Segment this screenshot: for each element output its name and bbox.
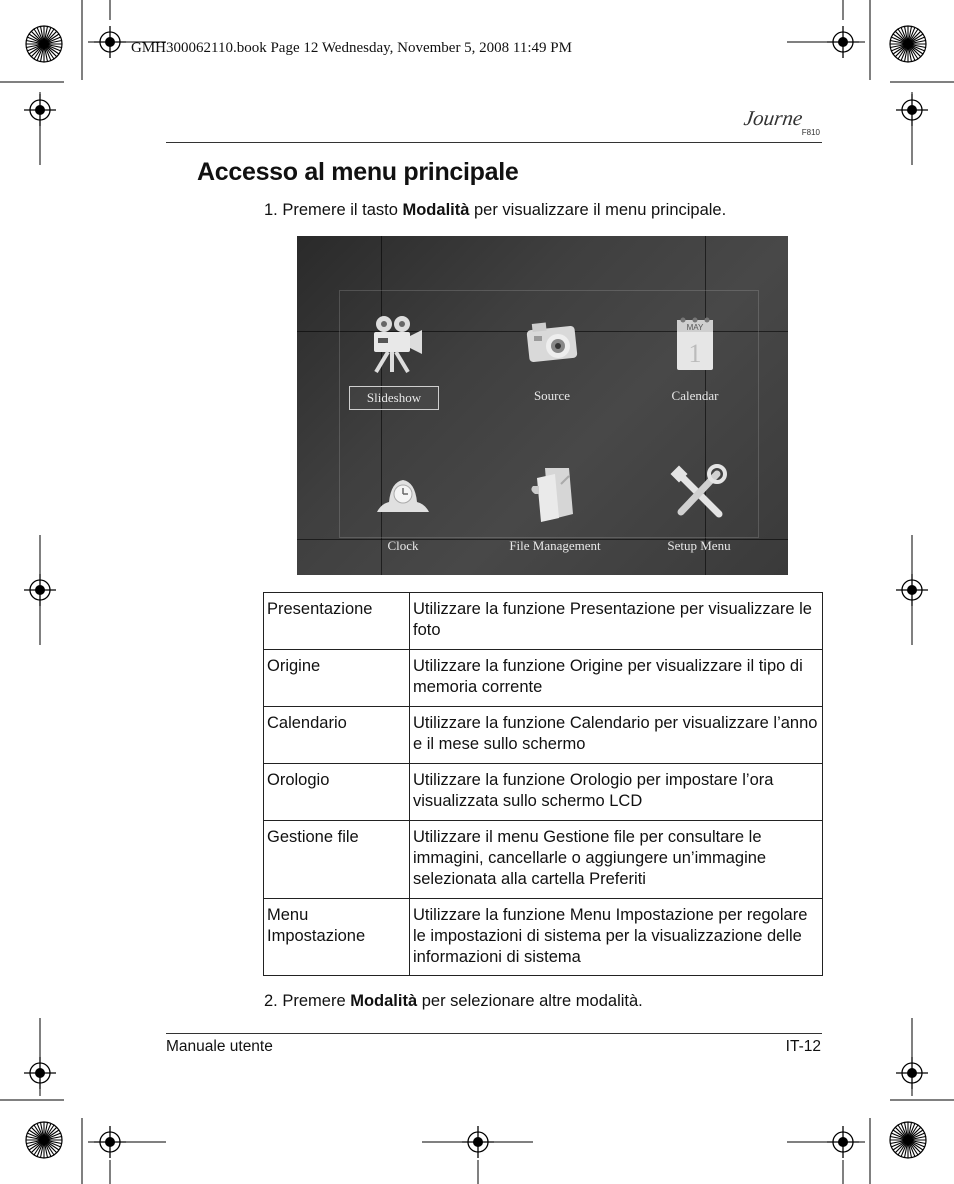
menu-item-slideshow[interactable] bbox=[324, 314, 464, 410]
function-name: Orologio bbox=[264, 764, 410, 821]
function-description: Utilizzare la funzione Presentazione per visualizzare le foto bbox=[410, 593, 823, 650]
step-number: 1. bbox=[264, 201, 278, 219]
brand-model: F810 bbox=[801, 128, 820, 137]
camera-icon bbox=[522, 314, 582, 374]
function-description: Utilizzare la funzione Calendario per visualizzare l’anno e il mese sullo schermo bbox=[410, 707, 823, 764]
menu-item-label: Calendar bbox=[671, 388, 719, 403]
page-number: IT-12 bbox=[785, 1038, 821, 1055]
step-text: Premere Modalità per selezionare altre modalità. bbox=[282, 992, 643, 1010]
function-description: Utilizzare la funzione Origine per visualizzare il tipo di memoria corrente bbox=[410, 650, 823, 707]
main-menu-screenshot bbox=[297, 236, 788, 575]
table-row bbox=[264, 593, 823, 650]
menu-item-label: Clock bbox=[387, 538, 419, 553]
menu-item-setup-menu[interactable] bbox=[629, 464, 769, 556]
function-name: Gestione file bbox=[264, 821, 410, 899]
menu-item-label: Slideshow bbox=[349, 386, 439, 410]
folder-icon bbox=[525, 464, 585, 524]
function-description: Utilizzare la funzione Orologio per impostare l’ora visualizzata sullo schermo LCD bbox=[410, 764, 823, 821]
clock-icon bbox=[373, 464, 433, 524]
header-rule bbox=[166, 142, 822, 143]
menu-item-clock[interactable] bbox=[333, 464, 473, 556]
svg-text:MAY: MAY bbox=[686, 323, 704, 332]
function-table bbox=[263, 592, 823, 976]
page-title: Accesso al menu principale bbox=[197, 158, 519, 186]
function-name: Calendario bbox=[264, 707, 410, 764]
footer-left: Manuale utente bbox=[166, 1038, 273, 1055]
function-name: Origine bbox=[264, 650, 410, 707]
brand-logo-text: Journe bbox=[742, 106, 805, 130]
function-description: Utilizzare il menu Gestione file per consultare le immagini, cancellarle o aggiungere un’immagine selezionata alla cartella Preferiti bbox=[410, 821, 823, 899]
function-name: Menu Impostazione bbox=[264, 899, 410, 976]
step-text: Premere il tasto Modalità per visualizzare il menu principale. bbox=[282, 201, 727, 219]
tools-icon bbox=[669, 464, 729, 524]
menu-item-calendar[interactable] bbox=[625, 314, 765, 406]
menu-item-label: Source bbox=[533, 388, 571, 403]
step-2 bbox=[264, 992, 643, 1011]
menu-item-label: Setup Menu bbox=[667, 538, 731, 553]
table-row bbox=[264, 764, 823, 821]
movie-camera-icon bbox=[364, 314, 424, 374]
svg-text:1: 1 bbox=[688, 339, 702, 368]
step-number: 2. bbox=[264, 992, 278, 1010]
menu-item-label: File Management bbox=[509, 538, 601, 553]
print-header: GMH300062110.book Page 12 Wednesday, November 5, 2008 11:49 PM bbox=[131, 40, 572, 56]
menu-item-source[interactable] bbox=[482, 314, 622, 406]
calendar-icon bbox=[665, 314, 725, 374]
table-row bbox=[264, 650, 823, 707]
footer-rule bbox=[166, 1033, 822, 1034]
brand-logo bbox=[742, 104, 822, 144]
function-description: Utilizzare la funzione Menu Impostazione per regolare le impostazioni di sistema per la visualizzazione delle informazioni di sistema bbox=[410, 899, 823, 976]
table-row bbox=[264, 899, 823, 976]
function-name: Presentazione bbox=[264, 593, 410, 650]
step-1 bbox=[264, 201, 726, 220]
table-row bbox=[264, 821, 823, 899]
menu-item-file-management[interactable] bbox=[485, 464, 625, 556]
table-row bbox=[264, 707, 823, 764]
